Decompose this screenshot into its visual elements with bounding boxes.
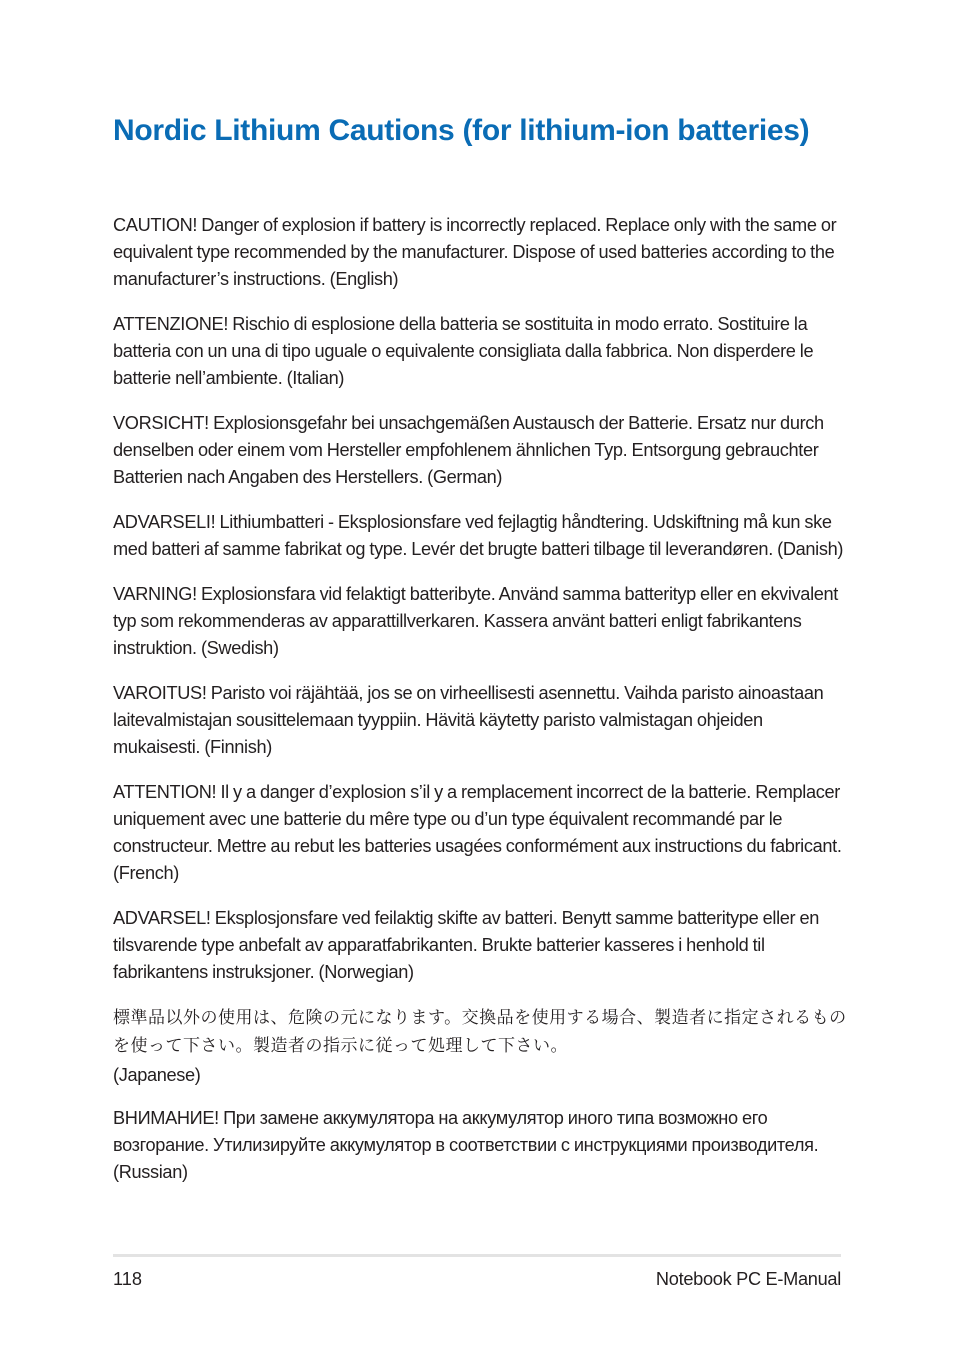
caution-german: VORSICHT! Explosionsgefahr bei unsachgemäßen Austausch der Batterie. Ersatz nur durch denselben oder einem vom Hersteller empfohlenem ähnlichen Typ. Entsorgung gebrauchter Batterien nach Angaben des Herstellers. (German) (113, 413, 824, 487)
footer-divider (113, 1254, 841, 1257)
manual-name: Notebook PC E-Manual (655, 1269, 841, 1289)
page-number: 118 (113, 1269, 142, 1289)
caution-japanese-language: (Japanese) (113, 1065, 201, 1085)
caution-japanese-text: 標準品以外の使用は、危険の元になります。交換品を使用する場合、製造者に指定されるものを使って下さい。製造者の指示に従って処理して下さい。 (113, 1008, 847, 1056)
cautions-body (113, 212, 848, 1204)
caution-danish: ADVARSELI! Lithiumbatteri - Eksplosionsfare ved fejlagtig håndtering. Udskiftning må kun ske med batteri af samme fabrikat og type. Levér det brugte batteri tilbage til leverandøren. (Danish) (113, 512, 844, 559)
caution-italian: ATTENZIONE! Rischio di esplosione della batteria se sostituita in modo errato. Sostituire la batteria con un una di tipo uguale o equivalente consigliata dalla fabbrica. Non disperdere le batterie nell’ambiente. (Italian) (113, 314, 814, 388)
caution-swedish: VARNING! Explosionsfara vid felaktigt batteribyte. Använd samma batterityp eller en ekvivalent typ som rekommenderas av apparattillverkaren. Kassera använt batteri enligt fabrikantens instruktion. (Swedish) (113, 584, 838, 658)
caution-norwegian: ADVARSEL! Eksplosjonsfare ved feilaktig skifte av batteri. Benytt samme batteritype eller en tilsvarende type anbefalt av apparatfabrikanten. Brukte batterier kasseres i henhold til fabrikantens instruksjoner. (Norwegian) (113, 908, 819, 982)
caution-japanese (113, 1004, 848, 1089)
caution-finnish: VAROITUS! Paristo voi räjähtää, jos se on virheellisesti asennettu. Vaihda paristo ainoastaan laitevalmistajan sousittelemaan tyyppiin. Hävitä käytetty paristo valmistagan ohjeiden mukaisesti. (Finnish) (113, 683, 824, 757)
caution-english: CAUTION! Danger of explosion if battery is incorrectly replaced. Replace only with the same or equivalent type recommended by the manufacturer. Dispose of used batteries according to the manufacturer’s instructions. (English) (113, 215, 837, 289)
caution-french: ATTENTION! Il y a danger d’explosion s’il y a remplacement incorrect de la batterie. Remplacer uniquement avec une batterie du mêre type ou d’un type équivalent recommandé par le constructeur. Mettre au rebut les batteries usagées conformément aux instructions du fabricant. (French) (113, 782, 842, 883)
caution-russian: ВНИМАНИЕ! При замене аккумулятора на аккумулятор иного типа возможно его возгорание. Утилизируйте аккумулятор в соответствии с инструкциями производителя. (Russian) (113, 1108, 819, 1182)
page-title: Nordic Lithium Cautions (for lithium-ion batteries) (113, 114, 810, 147)
